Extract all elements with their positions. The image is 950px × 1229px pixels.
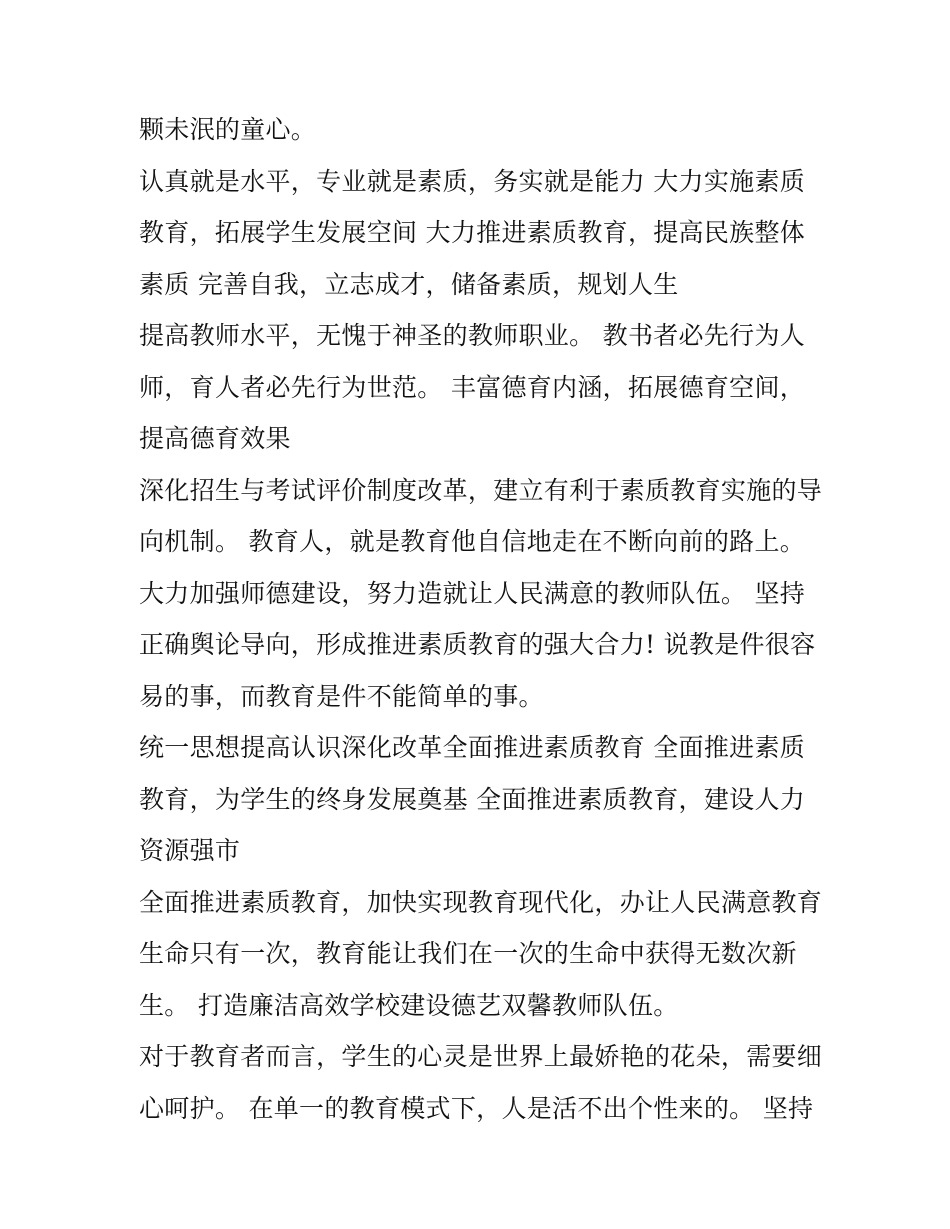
text-line: 正确舆论导向，形成推进素质教育的强大合力! 说教是件很容: [139, 630, 816, 659]
document-body: [139, 108, 823, 1138]
text-line: 对于教育者而言，学生的心灵是世界上最娇艳的花朵，需要细: [139, 1042, 823, 1071]
text-line: 提高德育效果: [139, 424, 291, 453]
text-line: 素质 完善自我，立志成才，储备素质，规划人生: [139, 269, 679, 299]
text-line: 师，育人者必先行为世范。 丰富德育内涵，拓展德育空间，: [139, 372, 806, 402]
text-line: 资源强市: [139, 836, 241, 865]
text-line: 教育，拓展学生发展空间 大力推进素质教育，提高民族整体: [139, 218, 806, 247]
text-line: 心呵护。 在单一的教育模式下，人是活不出个性来的。 坚持: [139, 1093, 814, 1123]
text-line: 深化招生与考试评价制度改革，建立有利于素质教育实施的导: [139, 475, 823, 505]
text-line: 生命只有一次，教育能让我们在一次的生命中获得无数次新: [139, 939, 797, 968]
text-line: 认真就是水平，专业就是素质，务实就是能力 大力实施素质: [139, 166, 806, 196]
text-line: 向机制。 教育人，就是教育他自信地走在不断向前的路上。: [139, 527, 806, 556]
text-line: 大力加强师德建设，努力造就让人民满意的教师队伍。 坚持: [139, 578, 806, 608]
text-line: 统一思想提高认识深化改革全面推进素质教育 全面推进素质: [139, 733, 806, 762]
text-line: 易的事，而教育是件不能简单的事。: [139, 681, 544, 711]
text-line: 颗未泯的童心。: [139, 115, 317, 144]
text-line: 教育，为学生的终身发展奠基 全面推进素质教育，建设人力: [139, 784, 806, 814]
text-line: 提高教师水平，无愧于神圣的教师职业。 教书者必先行为人: [139, 321, 806, 350]
text-line: 全面推进素质教育，加快实现教育现代化，办让人民满意教育: [139, 887, 823, 917]
text-line: 生。 打造廉洁高效学校建设德艺双馨教师队伍。: [139, 990, 679, 1020]
